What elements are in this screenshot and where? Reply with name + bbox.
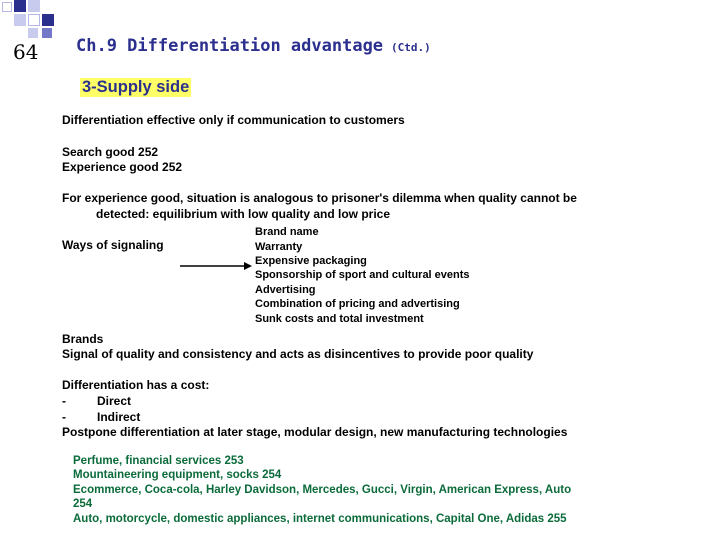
text-search-good: Search good 252 <box>62 145 159 159</box>
text-prisoners-dilemma-1: For experience good, situation is analogous to prisoner's dilemma when quality cannot be <box>62 191 577 205</box>
cost-item-direct: Direct <box>97 394 132 408</box>
brands-text: Signal of quality and consistency and acts as disincentives to provide poor quality <box>62 347 534 361</box>
cost-postpone: Postpone differentiation at later stage, modular design, new manufacturing technologies <box>62 425 568 439</box>
brands-heading: Brands <box>62 332 104 346</box>
cost-dash: - <box>62 394 66 408</box>
signal-item: Combination of pricing and advertising <box>255 298 460 310</box>
title-text: Ch.9 Differentiation advantage <box>76 36 384 56</box>
slide-title <box>76 36 431 56</box>
text-prisoners-dilemma-2: detected: equilibrium with low quality and low price <box>96 207 391 221</box>
signal-item: Advertising <box>255 284 316 296</box>
arrow-icon <box>180 260 252 272</box>
cost-item-indirect: Indirect <box>97 410 141 424</box>
signal-item: Brand name <box>255 226 319 238</box>
signal-item: Sunk costs and total investment <box>255 313 424 325</box>
example-line: Auto, motorcycle, domestic appliances, internet communications, Capital One, Adidas 255 <box>73 513 567 525</box>
text-ways-of-signaling: Ways of signaling <box>62 238 164 252</box>
slide-number: 64 <box>13 40 39 64</box>
signal-item: Expensive packaging <box>255 255 367 267</box>
cost-heading: Differentiation has a cost: <box>62 378 210 392</box>
cost-dash: - <box>62 410 66 424</box>
text-differentiation-effective: Differentiation effective only if communication to customers <box>62 113 405 127</box>
section-heading: 3-Supply side <box>82 78 190 96</box>
title-suffix: (Ctd.) <box>391 41 431 54</box>
text-experience-good: Experience good 252 <box>62 160 183 174</box>
example-line: 254 <box>73 498 93 510</box>
example-line: Perfume, financial services 253 <box>73 455 244 467</box>
signal-item: Warranty <box>255 241 303 253</box>
signal-item: Sponsorship of sport and cultural events <box>255 269 470 281</box>
example-line: Ecommerce, Coca-cola, Harley Davidson, Mercedes, Gucci, Virgin, American Express, Auto <box>73 484 572 496</box>
example-line: Mountaineering equipment, socks 254 <box>73 469 282 481</box>
